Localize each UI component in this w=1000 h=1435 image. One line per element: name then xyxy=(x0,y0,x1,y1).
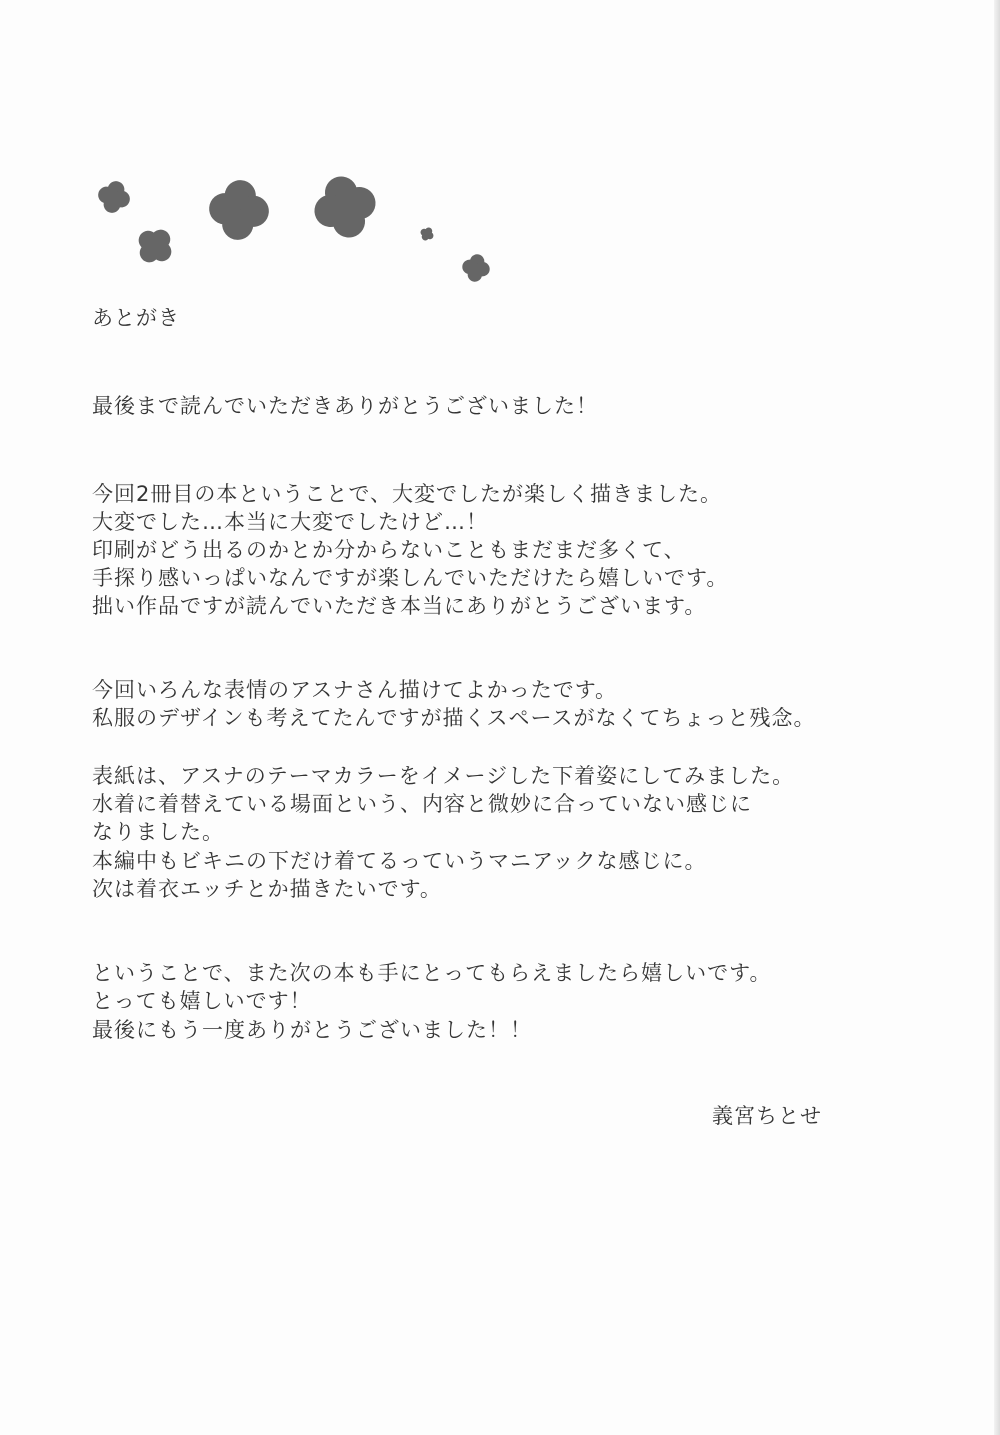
text-line: 本編中もビキニの下だけ着てるっていうマニアックな感じに。 xyxy=(92,849,707,873)
afterword-heading: あとがき xyxy=(92,306,180,330)
flower-decoration xyxy=(0,0,1000,300)
clover-icon xyxy=(129,220,181,272)
page-edge xyxy=(994,0,1000,1435)
text-line: とっても嬉しいです！ xyxy=(92,989,312,1013)
clover-icon xyxy=(307,169,383,245)
clover-icon xyxy=(460,252,492,284)
text-line: なりました。 xyxy=(92,820,224,844)
text-line: 私服のデザインも考えてたんですが描くスペースがなくてちょっと残念。 xyxy=(92,706,816,730)
text-line: 印刷がどう出るのかとか分からないこともまだまだ多くて、 xyxy=(92,538,686,562)
text-line: 次は着衣エッチとか描きたいです。 xyxy=(92,877,442,901)
text-line: 最後まで読んでいただきありがとうございました！ xyxy=(92,394,598,418)
text-line: 今回いろんな表情のアスナさん描けてよかったです。 xyxy=(92,678,618,702)
author-signature: 義宮ちとせ xyxy=(712,1104,822,1128)
text-line: 今回2冊目の本ということで、大変でしたが楽しく描きました。 xyxy=(92,482,722,506)
text-line: 最後にもう一度ありがとうございました！！ xyxy=(92,1018,532,1042)
clover-icon xyxy=(207,178,272,243)
text-line: 手探り感いっぱいなんですが楽しんでいただけたら嬉しいです。 xyxy=(92,566,729,590)
text-line: 拙い作品ですが読んでいただき本当にありがとうございます。 xyxy=(92,594,707,618)
clover-icon xyxy=(418,225,437,244)
text-line: 表紙は、アスナのテーマカラーをイメージした下着姿にしてみました。 xyxy=(92,764,795,788)
clover-icon xyxy=(94,177,133,216)
text-line: ということで、また次の本も手にとってもらえましたら嬉しいです。 xyxy=(92,961,772,985)
text-line: 大変でした…本当に大変でしたけど…！ xyxy=(92,510,488,534)
text-line: 水着に着替えている場面という、内容と微妙に合っていない感じに xyxy=(92,792,752,816)
